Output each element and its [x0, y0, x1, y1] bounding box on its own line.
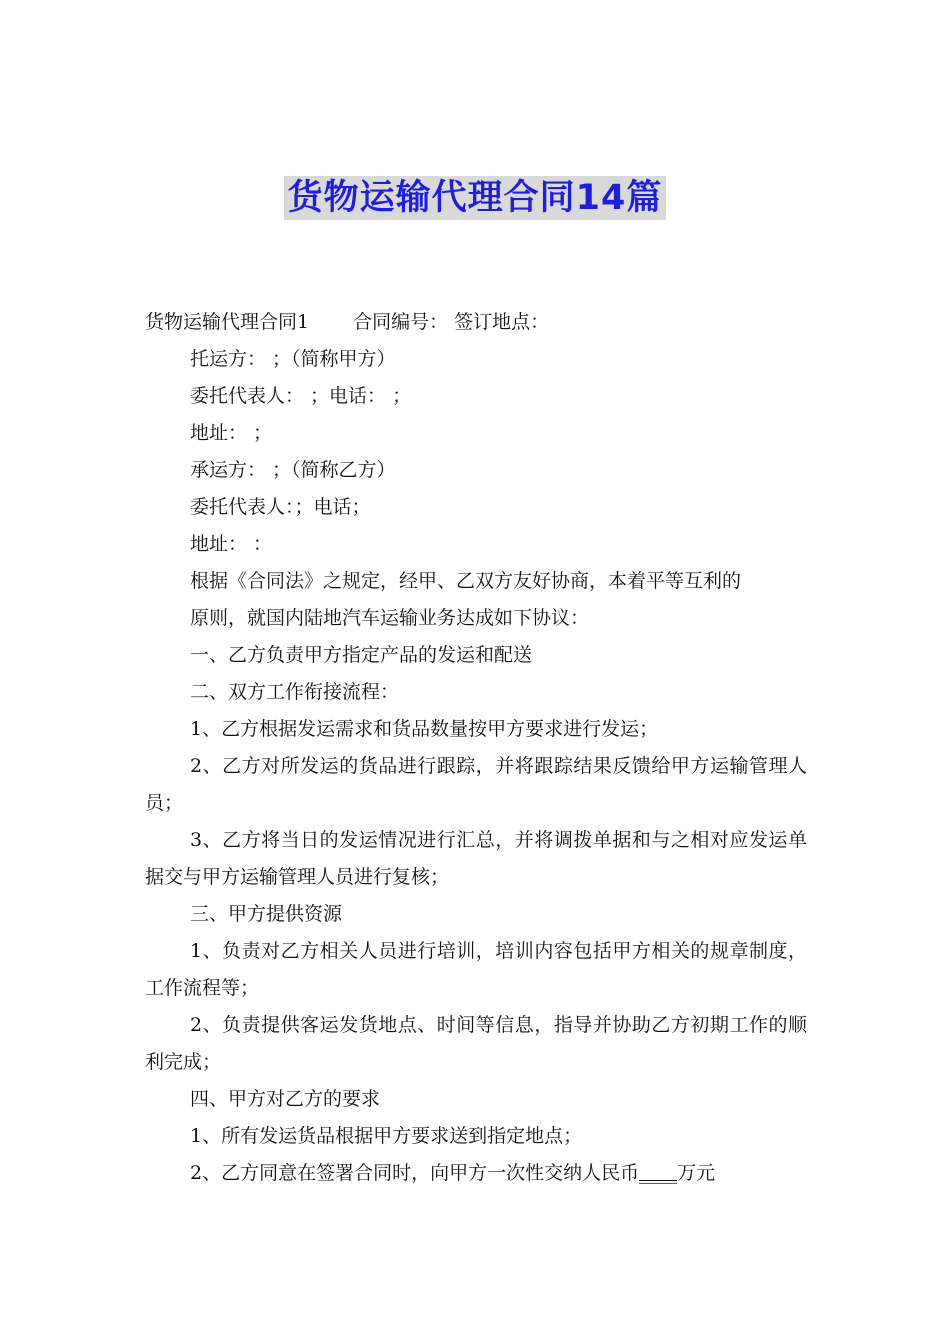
section-3-item-1: 1、负责对乙方相关人员进行培训，培训内容包括甲方相关的规章制度，工作流程等； — [145, 940, 807, 999]
amount-blank: ____ — [639, 1162, 678, 1184]
paragraph-carrier-representative: 委托代表人：；电话； — [190, 496, 371, 518]
paragraph-shipper-address: 地址： ； — [190, 422, 273, 444]
section-2-item-1: 1、乙方根据发运需求和货品数量按甲方要求进行发运； — [190, 718, 659, 740]
paragraph-shipper-representative: 委托代表人： ；电话： ； — [190, 385, 412, 407]
section-2-item-3: 3、乙方将当日的发运情况进行汇总，并将调拨单据和与之相对应发运单据交与甲方运输管理人员进行复核； — [145, 829, 807, 888]
section-4-heading: 四、甲方对乙方的要求 — [190, 1088, 381, 1110]
contract-header-line — [145, 304, 807, 341]
section-3-heading: 三、甲方提供资源 — [190, 903, 343, 925]
document-body — [145, 304, 807, 1192]
section-4-item-2 — [145, 1155, 807, 1192]
contract-number-location: 合同编号： 签订地点： — [353, 311, 550, 333]
section-2-item-2: 2、乙方对所发运的货品进行跟踪，并将跟踪结果反馈给甲方运输管理人员； — [145, 755, 807, 814]
paragraph-legal-basis: 根据《合同法》之规定，经甲、乙双方友好协商，本着平等互利的 — [190, 570, 742, 592]
document-title: 货物运输代理合同14篇 — [284, 176, 667, 220]
amount-unit: 万元 — [677, 1162, 716, 1184]
section-1-heading: 一、乙方负责甲方指定产品的发运和配送 — [190, 644, 533, 666]
paragraph-shipper: 托运方： ；（简称甲方） — [190, 348, 396, 370]
section-4-item-2-text: 2、乙方同意在签署合同时，向甲方一次性交纳人民币 — [190, 1162, 640, 1184]
paragraph-carrier-address: 地址： ： — [190, 533, 273, 555]
contract-name: 货物运输代理合同1 — [145, 311, 310, 333]
title-container — [0, 176, 950, 220]
paragraph-carrier: 承运方： ；（简称乙方） — [190, 459, 396, 481]
section-2-heading: 二、双方工作衔接流程： — [190, 681, 400, 703]
paragraph-principle: 原则，就国内陆地汽车运输业务达成如下协议： — [190, 607, 590, 629]
section-4-item-1: 1、所有发运货品根据甲方要求送到指定地点； — [190, 1125, 583, 1147]
section-3-item-2: 2、负责提供客运发货地点、时间等信息，指导并协助乙方初期工作的顺利完成； — [145, 1014, 807, 1073]
